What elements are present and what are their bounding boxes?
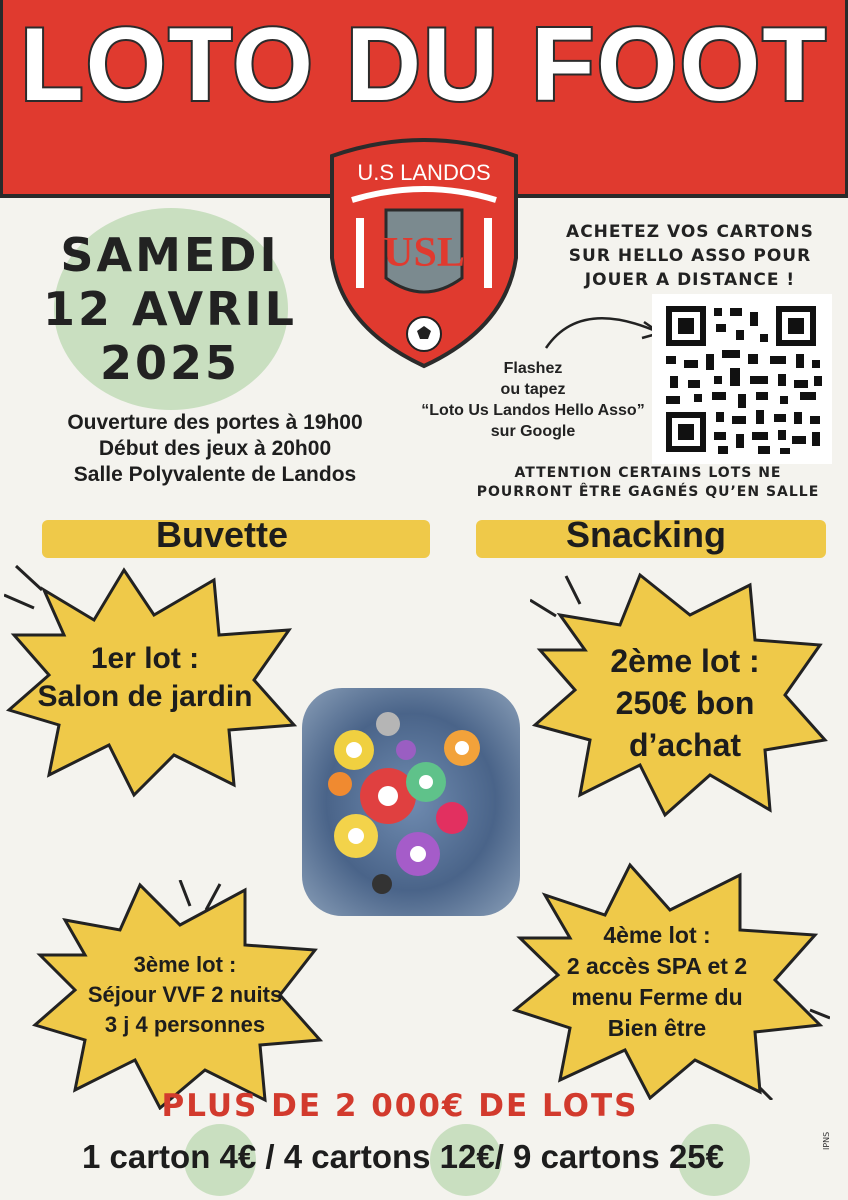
qr-code-icon[interactable]: [652, 294, 832, 464]
poster-title: LOTO DU FOOT: [20, 7, 828, 123]
warning-line-1: ATTENTION CERTAINS LOTS NE: [514, 465, 782, 481]
lot3-prize-line-2: 3 j 4 personnes: [104, 1012, 266, 1037]
online-purchase-text: [540, 220, 840, 292]
info-venue: Salle Polyvalente de Landos: [73, 463, 357, 486]
lot1-title: 1er lot :: [90, 642, 200, 675]
lot2-title: 2ème lot :: [610, 643, 760, 679]
lot2-prize-line-1: 250€ bon: [615, 685, 755, 721]
arrow-icon: [540, 298, 670, 358]
lot4-title: 4ème lot :: [603, 922, 711, 948]
date-year: 2025: [99, 336, 241, 390]
club-crest-logo: [326, 138, 522, 370]
event-info: [30, 410, 400, 488]
lot2-text: [560, 640, 810, 766]
warning-line-2: POURRONT ÊTRE GAGNÉS QU’EN SALLE: [476, 484, 820, 500]
price-sep-1: / 4 cartons: [256, 1138, 440, 1175]
date-day: SAMEDI: [60, 228, 280, 282]
info-start: Début des jeux à 20h00: [98, 437, 332, 460]
lot4-prize-line-2: menu Ferme du: [571, 984, 743, 1010]
flash-line-3: “Loto Us Landos Hello Asso”: [421, 402, 645, 419]
pricing-line: [0, 1138, 806, 1176]
online-line-3: JOUER A DISTANCE !: [584, 270, 796, 290]
flash-line-2: ou tapez: [500, 381, 566, 398]
lot4-text: [532, 920, 782, 1044]
info-doors: Ouverture des portes à 19h00: [67, 411, 363, 434]
prize-total-headline: PLUS DE 2 000€ DE LOTS: [161, 1088, 639, 1124]
flash-instructions: [398, 358, 668, 442]
lot1-prize: Salon de jardin: [37, 680, 253, 713]
price-3-value: 25€: [668, 1138, 725, 1175]
price-sep-2: / 9 cartons: [494, 1138, 669, 1175]
lot4-prize-line-3: Bien être: [607, 1015, 707, 1041]
snacking-label: Snacking: [565, 514, 727, 555]
crest-club-name: U.S LANDOS: [357, 160, 491, 185]
warning-text: [458, 464, 838, 502]
lot3-text: [70, 950, 300, 1040]
price-2-value: 12€: [439, 1138, 495, 1175]
price-1-label: 1 carton: [81, 1138, 220, 1175]
online-line-1: ACHETEZ VOS CARTONS: [566, 222, 814, 242]
ipns-mark: IPNS: [822, 1131, 831, 1150]
price-1-value: 4€: [219, 1138, 257, 1175]
online-line-2: SUR HELLO ASSO POUR: [568, 246, 812, 266]
lot1-text: [20, 640, 270, 716]
flash-line-1: Flashez: [503, 360, 563, 377]
lottery-balls-image: [302, 688, 520, 916]
lot2-prize-line-2: d’achat: [628, 727, 742, 763]
lot4-prize-line-1: 2 accès SPA et 2: [566, 953, 748, 979]
lottery-balls-icon: [302, 688, 520, 916]
buvette-label: Buvette: [155, 514, 289, 555]
crest-monogram: USL: [383, 230, 465, 276]
event-date: [40, 228, 300, 390]
date-month: 12 AVRIL: [43, 282, 297, 336]
flash-line-4: sur Google: [490, 423, 576, 440]
lot3-title: 3ème lot :: [133, 952, 237, 977]
lot3-prize-line-1: Séjour VVF 2 nuits: [87, 982, 283, 1007]
